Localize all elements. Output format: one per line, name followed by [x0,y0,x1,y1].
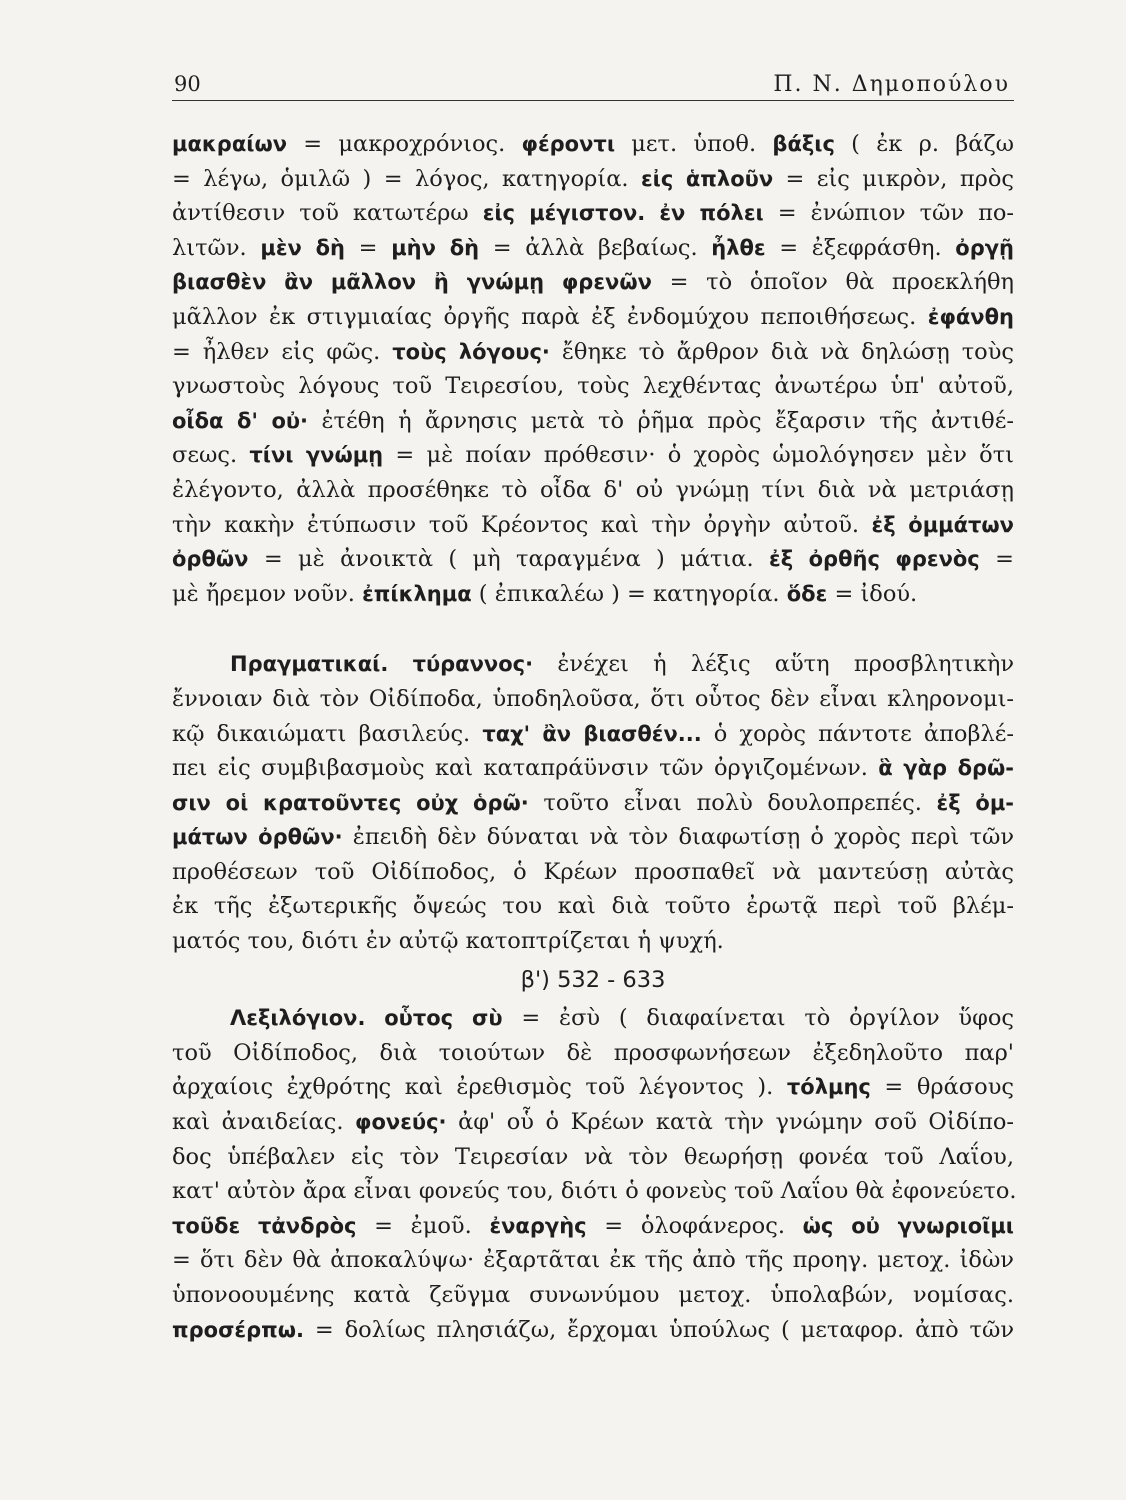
gloss-text: = μὲ ἀνοικτὰ ( μὴ ταραγμένα ) μάτια. [248,546,769,573]
text-line [172,647,1014,682]
headword: ἃ γὰρ δρῶ- [878,756,1014,781]
text-line [172,1209,1014,1244]
gloss-text: καὶ ἀναιδείας. [172,1109,356,1136]
headword: μάτων ὀρθῶν· [172,825,343,850]
text-line [172,542,1014,577]
headword: φέροντι [521,132,615,156]
gloss-text: = [345,234,392,261]
gloss-text: = μὲ ποίαν πρόθεσιν· ὁ χορὸς ὡμολόγησεν μὲν ὅτι [383,442,1014,469]
gloss-text: ἐλέγοντο, ἀλλὰ προσέθηκε τὸ οἶδα δ' οὐ γνώμῃ τίνι διὰ νὰ μετριάσῃ [172,476,1014,503]
gloss-text: μετ. ὑποθ. [615,131,773,157]
gloss-text: = εἰς μικρὸν, πρὸς [773,165,1014,192]
headword: βιασθὲν ἂν μᾶλλον ἢ γνώμῃ φρενῶν [172,270,652,295]
gloss-text: = ἰδού. [827,580,918,607]
gloss-text: = ἐξεφράσθη. [765,234,956,261]
headword: ὡς οὐ γνωριοῖμι [802,1213,1014,1238]
gloss-text: τοῦ Οἰδίποδος, διὰ τοιούτων δὲ προσφωνήσεων ἐξεδηλοῦτο παρ' [172,1039,1014,1066]
realia-paragraph [172,647,1014,958]
headword: μακραίων [172,132,287,156]
headword: ἦλθε [711,235,766,260]
headword: ὀργῇ [955,235,1014,260]
running-title-author: Π. Ν. Δημοπούλου [773,72,1010,97]
text-line [172,265,1014,300]
gloss-text: = ὁλοφάνερος. [586,1212,803,1239]
headword: οἶδα δ' οὐ· [172,408,309,433]
headword: τοὺς λόγους· [392,339,550,364]
gloss-text: κατ' αὐτὸν ἄρα εἶναι φονεύς του, διότι ὁ φονεὺς τοῦ Λαΐου θὰ ἐφονεύετο. [172,1178,1017,1205]
gloss-text: ἐπειδὴ δὲν δύναται νὰ τὸν διαφωτίσῃ ὁ χορὸς περὶ τῶν [342,824,1014,851]
headword: μὴν δὴ [391,235,480,260]
gloss-text: ἐτέθη ἡ ἄρνησις μετὰ τὸ ῥῆμα πρὸς ἔξαρσιν τῆς ἀντιθέ- [308,407,1014,434]
text-line [172,751,1014,786]
text-line [172,335,1014,370]
text-line [172,924,1014,959]
gloss-text: = ἐμοῦ. [356,1212,490,1239]
headword: ἐναργὴς [489,1213,587,1238]
gloss-text: ἀντίθεσιν τοῦ κατωτέρω [172,200,483,227]
gloss-text: μὲ ἤρεμον νοῦν. [172,580,363,607]
headword: Λεξιλόγιον. [230,1006,366,1031]
gloss-text: προθέσεων τοῦ Οἰδίποδος, ὁ Κρέων προσπαθεῖ νὰ μαντεύσῃ αὐτὰς [172,858,1014,885]
text-line [172,786,1014,821]
gloss-text: μᾶλλον ἐκ στιγμιαίας ὀργῆς παρὰ ἐξ ἐνδομύχου πεποιθήσεως. [172,303,928,330]
gloss-text [365,1005,384,1031]
gloss-text: τοῦτο εἶναι πολὺ δουλοπρεπές. [528,789,937,816]
headword: ἐπίκλημα [362,581,472,606]
gloss-text: = μακροχρόνιος. [287,131,522,157]
gloss-text: ὑπονοουμένης κατὰ ζεῦγμα συνωνύμου μετοχ. ὑπολαβών, νομίσας. [172,1282,1014,1308]
headword: ὀρθῶν [172,547,249,572]
text-line [172,369,1014,404]
headword: ὅδε [786,581,828,606]
gloss-text: ἐκ τῆς ἐξωτερικῆς ὄψεώς του καὶ διὰ τοῦτο ἐρωτᾷ περὶ τοῦ βλέμ- [172,893,1014,920]
headword: εἰς ἁπλοῦν [640,166,774,191]
gloss-text: ( ἐπικαλέω ) = κατηγορία. [471,580,787,607]
gloss-text: δος ὑπέβαλεν εἰς τὸν Τειρεσίαν νὰ τὸν θεωρήσῃ φονέα τοῦ Λαΐου, [172,1143,1014,1170]
text-line [172,127,1014,162]
text-line [172,1070,1014,1105]
gloss-text: = ἐσὺ ( διαφαίνεται τὸ ὀργίλον ὕφος [502,1005,1014,1032]
text-line [172,889,1014,924]
gloss-text: ἔννοιαν διὰ τὸν Οἰδίποδα, ὑποδηλοῦσα, ὅτι οὗτος δὲν εἶναι κληρονομι- [172,685,1014,712]
text-line [172,1278,1014,1313]
headword: τίνι γνώμῃ [249,443,384,468]
headword: βάξις [772,132,835,156]
gloss-text: ἔθηκε τὸ ἄρθρον διὰ νὰ δηλώσῃ τοὺς [549,338,1015,365]
text-line [172,1036,1014,1071]
text-line [172,162,1014,197]
text-line [172,1140,1014,1175]
text-line [172,508,1014,543]
headword: μὲν δὴ [260,235,346,260]
headword: ἐξ ὀμμάτων [871,512,1014,537]
headword: ταχ' ἂν βιασθέν... [482,721,702,746]
gloss-text: πει εἰς συμβιβασμοὺς καὶ καταπράϋνσιν τῶν ὀργιζομένων. [172,755,879,782]
headword: ἐξ ὀμ- [936,790,1014,815]
gloss-text: ἐνέχει ἡ λέξις αὕτη προσβλητικὴν [533,651,1014,678]
gloss-text [388,651,412,677]
headword: ἐξ ὀρθῆς φρενὸς [769,547,980,572]
text-line [172,717,1014,752]
gloss-text: λιτῶν. [172,234,261,261]
headword: τύραννος· [412,652,534,677]
section-heading: β') 532 - 633 [520,966,666,993]
text-line [172,300,1014,335]
gloss-text: = δολίως πλησιάζω, ἔρχομαι ὑπούλως ( μεταφορ. ἀπὸ τῶν [304,1316,1014,1343]
gloss-text: = τὸ ὁποῖον θὰ προεκλήθη [651,269,1014,296]
text-line [172,682,1014,717]
text-line [172,438,1014,473]
page-number: 90 [174,72,201,96]
glossary-paragraph-2 [172,1001,1017,1347]
gloss-text: = ἐνώπιον τῶν πο- [763,200,1015,227]
text-line [172,820,1014,855]
text-line [172,1001,1014,1036]
text-line [172,473,1014,508]
text-line [172,196,1014,231]
gloss-text: = λέγω, ὁμιλῶ ) = λόγος, κατηγορία. [172,165,641,192]
gloss-text: ( ἐκ ρ. βάζω [834,131,1015,157]
text-line [172,1243,1014,1278]
text-line [172,231,1014,266]
gloss-text: = ἀλλὰ βεβαίως. [479,234,712,261]
headword: εἰς μέγιστον. [482,201,646,226]
text-line [172,855,1014,890]
gloss-text: = ἦλθεν εἰς φῶς. [172,338,393,365]
gloss-text: γνωστοὺς λόγους τοῦ Τειρεσίου, τοὺς λεχθέντας ἀνωτέρω ὑπ' αὐτοῦ, [172,373,1014,400]
headword: προσέρπω. [172,1317,304,1342]
headword: τοῦδε τἀνδρὸς [172,1213,357,1238]
headword: Πραγματικαί. [230,652,389,677]
text-line [172,404,1014,439]
gloss-text: ὁ χορὸς πάντοτε ἀποβλέ- [701,720,1014,747]
text-line [172,1105,1014,1140]
headword: σιν οἱ κρατοῦντες οὐχ ὁρῶ· [172,790,529,815]
gloss-text: = ὅτι δὲν θὰ ἀποκαλύψω· ἐξαρτᾶται ἐκ τῆς ἀπὸ τῆς προηγ. μετοχ. ἰδὼν [172,1247,1014,1274]
gloss-text: τὴν κακὴν ἐτύπωσιν τοῦ Κρέοντος καὶ τὴν ὀργὴν αὐτοῦ. [172,511,872,538]
gloss-text: = θράσους [870,1074,1014,1101]
running-header [172,62,1014,101]
headword: οὗτος σὺ [384,1006,503,1031]
gloss-text [645,200,659,226]
glossary-paragraph-1 [172,127,1014,611]
text-line [172,1313,1014,1348]
gloss-text: κῷ δικαιώματι βασιλεύς. [172,720,483,747]
headword: φονεύς· [355,1110,447,1135]
headword: τόλμης [786,1075,871,1100]
gloss-text: ἀφ' οὗ ὁ Κρέων κατὰ τὴν γνώμην σοῦ Οἰδίπο- [446,1109,1014,1136]
headword: ἐφάνθη [927,304,1014,329]
text-line [172,577,1014,612]
gloss-text: σεως. [172,442,250,469]
gloss-text: = [979,546,1014,573]
gloss-text: ἀρχαίοις ἐχθρότης καὶ ἐρεθισμὸς τοῦ λέγοντος ). [172,1074,787,1101]
body-text [172,127,1017,1347]
gloss-text: ματός του, διότι ἐν αὐτῷ κατοπτρίζεται ἡ ψυχή. [172,928,724,955]
headword: ἐν πόλει [659,201,764,226]
text-line [172,1174,1017,1209]
